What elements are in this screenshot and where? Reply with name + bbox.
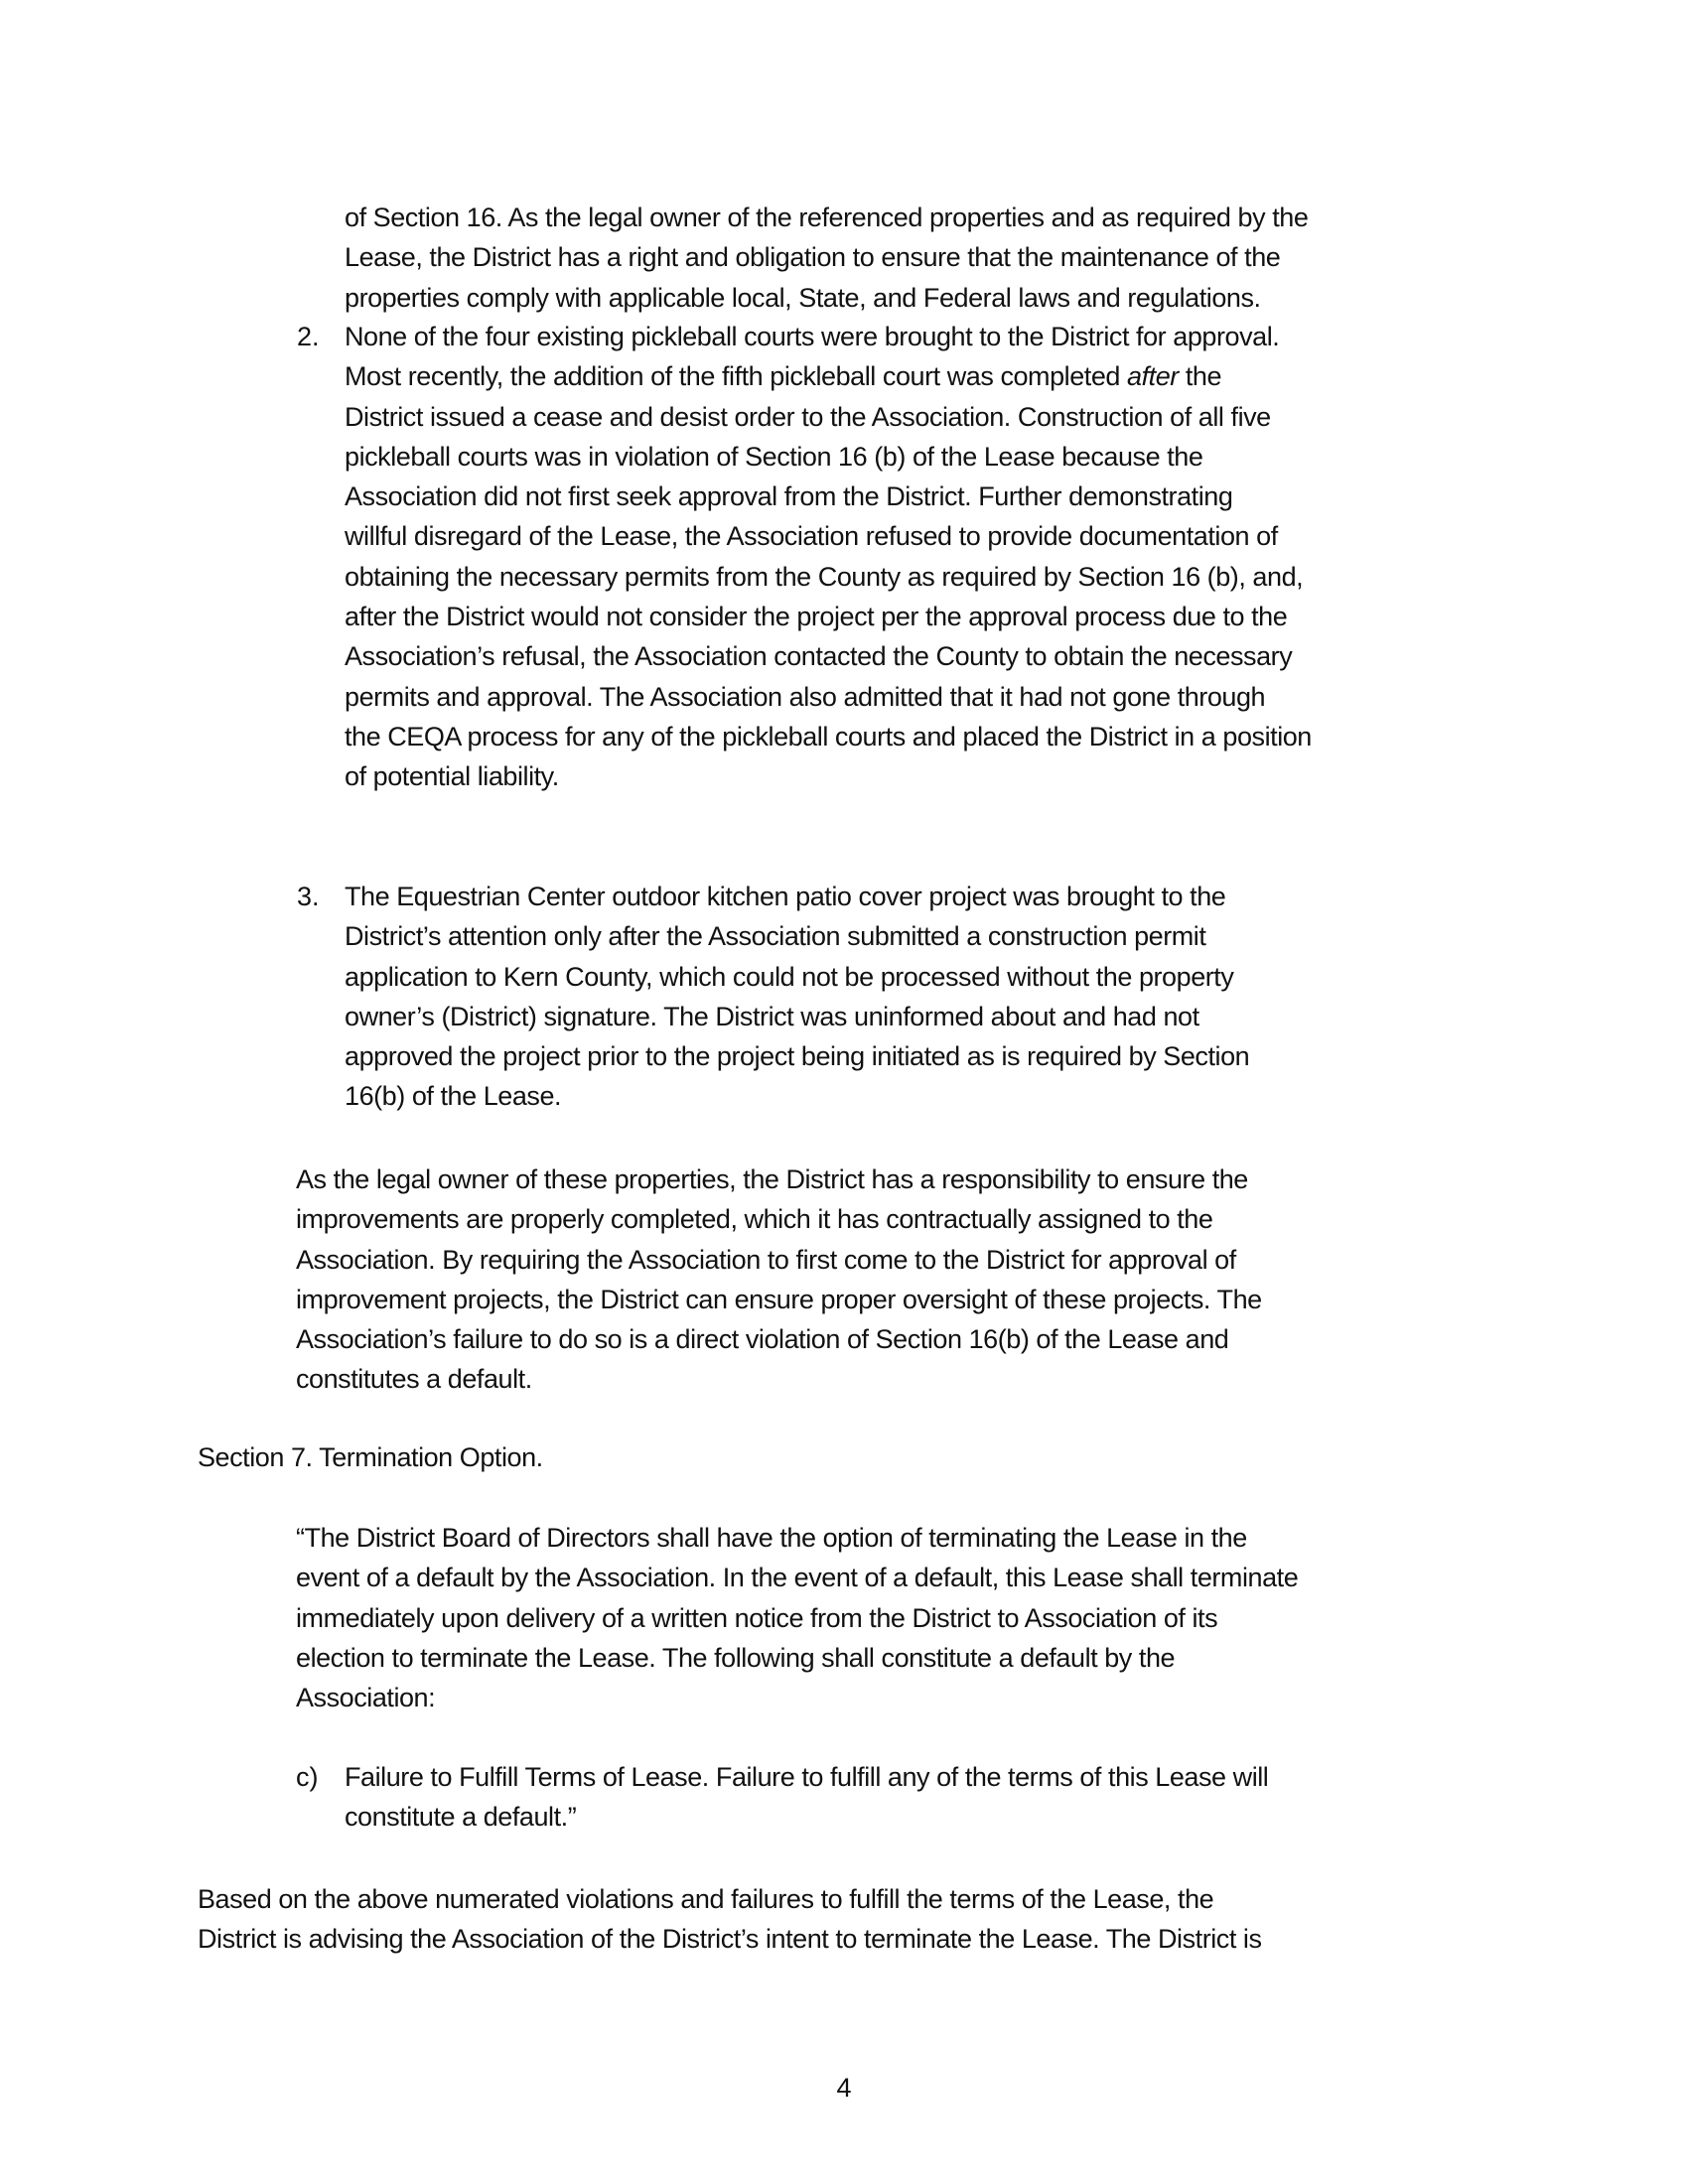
text-line: 16(b) of the Lease. <box>345 1081 562 1112</box>
section-heading <box>198 1437 543 1477</box>
text-line: Association’s refusal, the Association contacted the County to obtain the necessary <box>345 641 1293 672</box>
quote-item-marker: c) <box>296 1762 319 1792</box>
text-line: District’s attention only after the Association submitted a construction permit <box>345 921 1206 952</box>
closing-paragraph <box>198 1879 1262 1960</box>
text-line: The Equestrian Center outdoor kitchen patio cover project was brought to the <box>345 882 1226 911</box>
list-item <box>345 877 1249 1117</box>
text-line: Association. By requiring the Association to first come to the District for approval of <box>296 1244 1236 1275</box>
text-line: owner’s (District) signature. The District was uninformed about and had not <box>345 1001 1199 1031</box>
text-line: obtaining the necessary permits from the County as required by Section 16 (b), and, <box>345 561 1304 592</box>
text-line: approved the project prior to the project being initiated as is required by Section <box>345 1041 1250 1072</box>
quote-paragraph <box>296 1518 1298 1717</box>
text-line: the CEQA process for any of the pickleball courts and placed the District in a position <box>345 721 1312 751</box>
text-line: Association’s failure to do so is a direct violation of Section 16(b) of the Lease and <box>296 1324 1229 1355</box>
text-line: properties comply with applicable local, State, and Federal laws and regulations. <box>345 282 1261 313</box>
text-run: Most recently, the addition of the fifth pickleball court was completed <box>345 361 1120 392</box>
text-line: Failure to Fulfill Terms of Lease. Failure to fulfill any of the terms of this Lease will <box>345 1762 1269 1792</box>
summary-paragraph <box>296 1160 1262 1400</box>
text-line <box>345 356 1312 396</box>
emphasis-text: after <box>1127 361 1179 392</box>
text-line: of potential liability. <box>345 761 559 792</box>
text-line: constitutes a default. <box>296 1364 532 1395</box>
continuation-paragraph <box>345 198 1308 318</box>
text-line: District is advising the Association of the District’s intent to terminate the Lease. The District is <box>198 1924 1262 1955</box>
quote-item <box>345 1757 1268 1838</box>
text-line: immediately upon delivery of a written notice from the District to Association of its <box>296 1602 1218 1633</box>
text-line: Lease, the District has a right and obligation to ensure that the maintenance of the <box>345 242 1281 273</box>
text-line: constitute a default.” <box>345 1802 577 1833</box>
text-line: election to terminate the Lease. The following shall constitute a default by the <box>296 1642 1176 1673</box>
text-line: Based on the above numerated violations and failures to fulfill the terms of the Lease, the <box>198 1884 1214 1914</box>
list-item-number: 2. <box>297 322 320 351</box>
text-line: of Section 16. As the legal owner of the referenced properties and as required by the <box>345 203 1309 232</box>
text-line: As the legal owner of these properties, the District has a responsibility to ensure the <box>296 1164 1248 1194</box>
text-line: “The District Board of Directors shall have the option of terminating the Lease in the <box>296 1523 1247 1553</box>
text-line: willful disregard of the Lease, the Association refused to provide documentation of <box>345 521 1278 552</box>
text-line: Association: <box>296 1683 436 1713</box>
text-line: event of a default by the Association. In the event of a default, this Lease shall terminate <box>296 1563 1299 1593</box>
page-number: 4 <box>836 2073 852 2103</box>
text-line: improvements are properly completed, which it has contractually assigned to the <box>296 1204 1213 1235</box>
text-line: permits and approval. The Association also admitted that it had not gone through <box>345 681 1266 712</box>
text-line: after the District would not consider the project per the approval process due to the <box>345 602 1288 632</box>
list-item-number: 3. <box>297 882 320 911</box>
text-line: pickleball courts was in violation of Section 16 (b) of the Lease because the <box>345 441 1203 472</box>
text-line: District issued a cease and desist order to the Association. Construction of all five <box>345 401 1271 432</box>
text-line: None of the four existing pickleball courts were brought to the District for approval. <box>345 322 1280 351</box>
text-line: improvement projects, the District can ensure proper oversight of these projects. The <box>296 1284 1262 1314</box>
text-line: Association did not first seek approval from the District. Further demonstrating <box>345 481 1233 512</box>
list-item <box>345 317 1312 797</box>
section-heading-text: Section 7. Termination Option. <box>198 1442 543 1472</box>
text-run: the <box>1185 361 1222 392</box>
text-line: application to Kern County, which could not be processed without the property <box>345 961 1234 992</box>
